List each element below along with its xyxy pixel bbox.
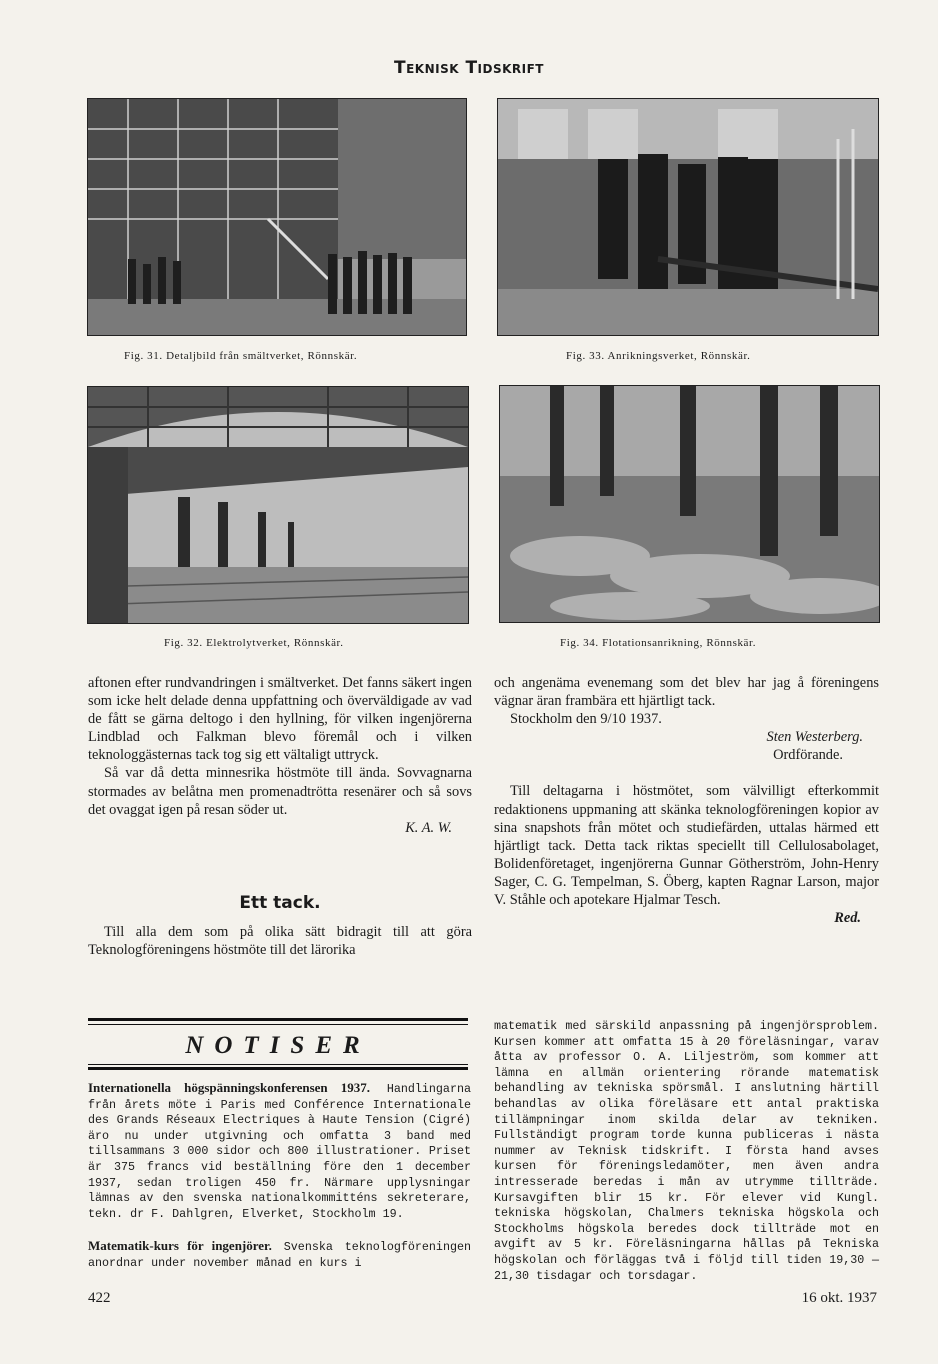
notiser-right-column: [494, 1019, 879, 1284]
left-paragraph-1: aftonen efter rundvandringen i smältverket. Det fanns säkert ingen som icke helt delade denna uppfattning och överväldigade av vad de fått se gärna deltogo i den hyllning, för vilken ingenjörerna Lindblad och Falkman blevo föremål och i vilken teknologgästernas tack tog sig ett vältaligt uttryck.: [88, 675, 472, 764]
left-paragraph-2: Så var då detta minnesrika höstmöte till ända. Sovvagnarna stormades av belåtna men promenadtrötta resenärer och så sovs det ovaggat igen på resan söder ut.: [88, 765, 472, 818]
signer-name: Sten Westerberg.: [766, 729, 863, 746]
notiser-title: NOTISER: [185, 1032, 371, 1059]
page-number: 422: [88, 1290, 111, 1306]
red-signature: Red.: [834, 910, 861, 927]
signer-title: Ordförande.: [773, 747, 843, 764]
photo-flotationsanrikning: [499, 385, 880, 623]
caption-fig-34: Fig. 34. Flotationsanrikning, Rönnskär.: [560, 637, 757, 649]
place-date: Stockholm den 9/10 1937.: [510, 711, 662, 728]
right-paragraph-1: och angenäma evenemang som det blev har jag å föreningens vägnar äran frambära ett hjärtligt tack.: [494, 675, 879, 710]
notiser-rule-bottom-2: [88, 1067, 468, 1070]
issue-date: 16 okt. 1937: [801, 1290, 877, 1306]
caption-fig-32: Fig. 32. Elektrolytverket, Rönnskär.: [164, 637, 344, 649]
left-article-column: [88, 674, 472, 837]
masthead: Teknisk Tidskrift: [393, 58, 544, 78]
notiser-item1-body: Handlingarna från årets möte i Paris med Conférence Internationale des Grands Réseaux Electriques à Haute Tension (Cigré) äro nu under utgivning och omfatta 3 band med tillsammans 3 000 sidor och 800 illustrationer. Priset är 375 francs vid beställning före den 1 december 1937, sedan troligen 450 fr. Närmare upplysningar lämnas av den svenska nationalkommitténs sekreterare, tekn. dr F. Dahlgren, Elverket, Stockholm 19.: [88, 1082, 471, 1221]
photo-elektrolytverket: [87, 386, 469, 624]
photo-anrikningsverket: [497, 98, 879, 336]
heading-ett-tack: Ett tack.: [239, 893, 321, 913]
notiser-left-column: [88, 1080, 471, 1272]
photo-smeltverket: [87, 98, 467, 336]
notiser-item1-heading: Internationella högspänningskonferensen 1937.: [88, 1080, 370, 1095]
signature-kaw: K. A. W.: [405, 819, 452, 836]
notiser-rule-top-2: [88, 1024, 468, 1025]
notiser-rule-bottom-1: [88, 1064, 468, 1065]
notiser-item2-heading: Matematik-kurs för ingenjörer.: [88, 1238, 272, 1254]
left-article-column-end: [88, 923, 472, 959]
notiser-rule-top-1: [88, 1018, 468, 1021]
right-article-column: [494, 674, 879, 927]
notiser-item2-body: Svenska teknologföreningen anordnar under november månad en kurs i: [88, 1240, 472, 1270]
notiser-right-text: matematik med särskild anpassning på ingenjörsproblem. Kursen kommer att omfatta 15 à 20 föreläsningar, varav åtta av professor O. A. Liljeström, som kommer att lämna en allmän orientering rörande matematisk behandling av tekniska spörsmål. I anslutning härtill behandlas av olika föreläsare ett antal praktiska tillämpningar inom skilda delar av tekniken. Fullständigt program torde kunna publiceras i nästa nummer av Teknisk tidskrift. I första hand avses kursen för föreningsledamöter, men även andra intresserade beredas i mån av utrymme tillträde. Kursavgiften blir 15 kr. För elever vid Kungl. tekniska högskolan, Chalmers tekniska högskola och Stockholms högskola beredes dock tillträde mot en avgift av 5 kr. Föreläsningarna hållas på Tekniska högskolan och förläggas två i följd till tiden 19,30 —21,30 tisdagar och torsdagar.: [494, 1019, 879, 1283]
right-paragraph-2: Till deltagarna i höstmötet, som välvilligt efterkommit redaktionens uppmaning att skänka teknologföreningen kopior av sina snapshots från mötet och studiefärden, uttalas härmed ett hjärtligt tack. Detta tack riktas speciellt till Cellulosabolaget, Bolidenföretaget, ingenjörerna Gunnar Götherström, John-Henry Sager, C. G. Tempelman, S. Öberg, kapten Ragnar Larson, major V. Ståhle och apotekare Hjalmar Tesch.: [494, 783, 879, 909]
caption-fig-31: Fig. 31. Detaljbild från smältverket, Rönnskär.: [124, 350, 358, 362]
left-paragraph-3: Till alla dem som på olika sätt bidragit till att göra Teknologföreningens höstmöte till det lärorika: [88, 924, 472, 959]
caption-fig-33: Fig. 33. Anrikningsverket, Rönnskär.: [566, 350, 751, 362]
